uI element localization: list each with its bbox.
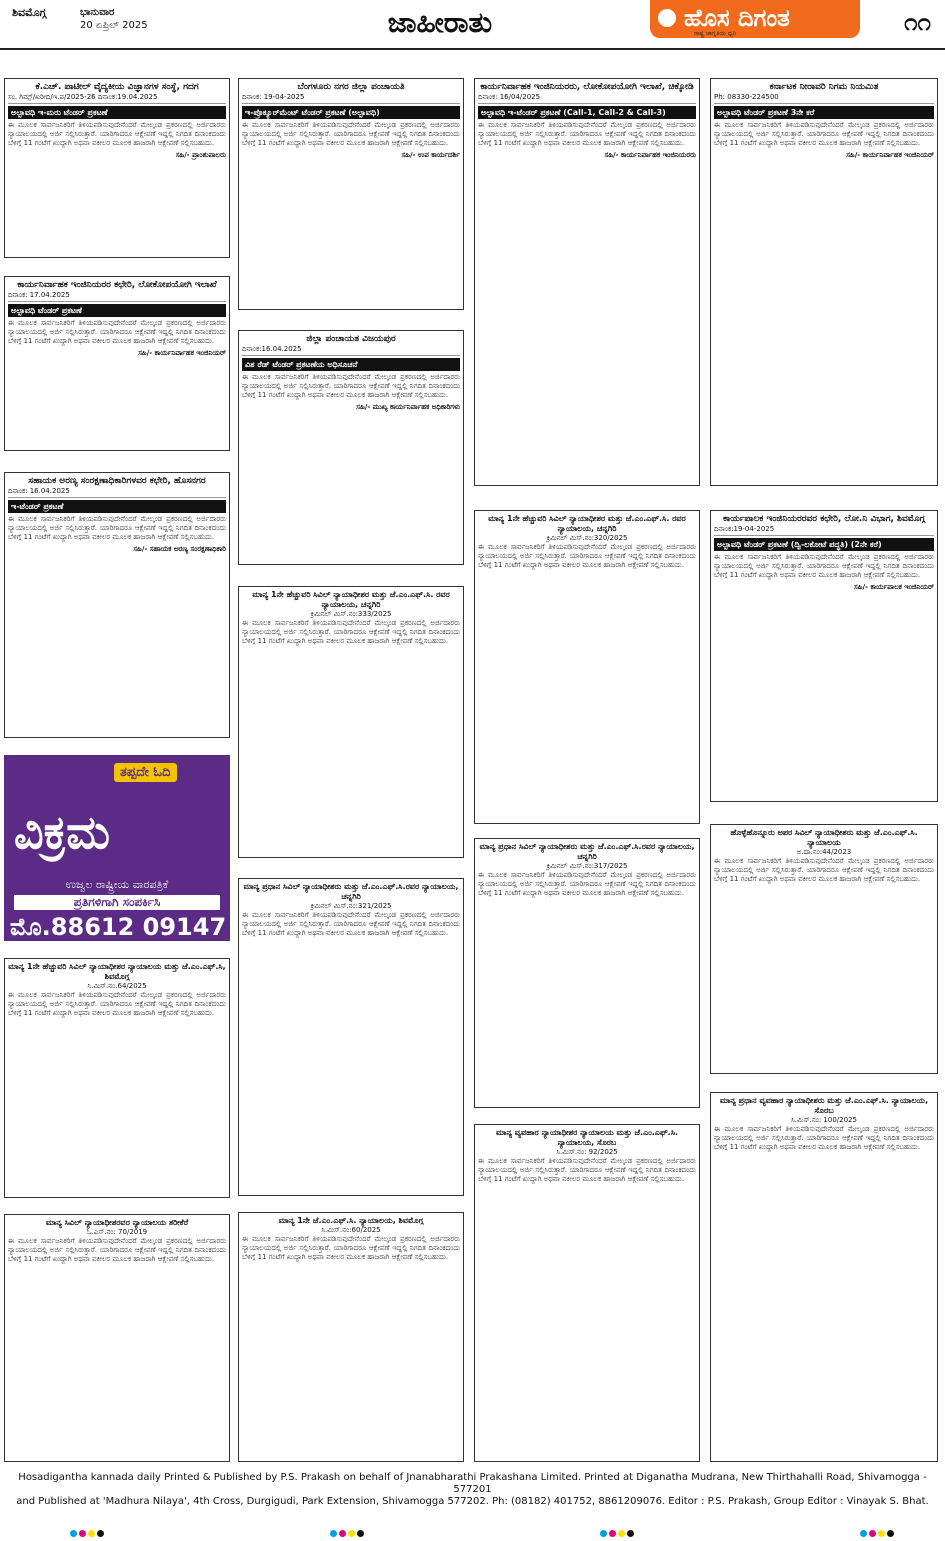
notice-signature: ಸಹಿ/- ಮುಖ್ಯ ಕಾರ್ಯನಿರ್ವಾಹಕ ಅಧಿಕಾರಿಗಳು <box>356 403 460 411</box>
black-dot <box>887 1530 894 1537</box>
court-notice <box>474 1124 700 1462</box>
masthead <box>0 0 945 50</box>
court-notice <box>238 586 464 858</box>
notice-body: ಈ ಮೂಲಕ ಸಾರ್ವಜನಿಕರಿಗೆ ತಿಳಿಯಪಡಿಸುವುದೇನೆಂದರೆ ಮೇಲ್ಕಂಡ ಪ್ರಕರಣದಲ್ಲಿ ಅರ್ಜಿದಾರರು ನ್ಯಾಯಾಲಯದಲ್ಲಿ ಅರ್ಜಿ ಸಲ್ಲಿಸಿರುತ್ತಾರೆ. ಯಾರಿಗಾದರೂ ಆಕ್ಷೇಪಣೆ ಇದ್ದಲ್ಲಿ ನಿಗದಿತ ದಿನಾಂಕದಂದು ಬೆಳಿಗ್ಗೆ 11 ಗಂಟೆಗೆ ಖುದ್ದಾಗಿ ಅಥವಾ ವಕೀಲರ ಮೂಲಕ ಹಾಜರಾಗಿ ಆಕ್ಷೇಪಣೆ ಸಲ್ಲಿಸಬಹುದು. <box>8 121 226 147</box>
notice-signature: ಸಹಿ/- ಸಹಾಯಕ ಅರಣ್ಯ ಸಂರಕ್ಷಣಾಧಿಕಾರಿ <box>133 545 226 553</box>
notice-heading: ಇ-ಪ್ರೊಕ್ಯೂರ್‌ಮೆಂಟ್ ಟೆಂಡರ್ ಪ್ರಕಟಣೆ (ಅಲ್ಪಾವಧಿ) <box>242 106 460 119</box>
court-case: ಕ್ರಿಮಿನಲ್ ಮಿಸ್.ನಂ:333/2025 <box>310 610 392 618</box>
court-body: ಈ ಮೂಲಕ ಸಾರ್ವಜನಿಕರಿಗೆ ತಿಳಿಯಪಡಿಸುವುದೇನೆಂದರೆ ಮೇಲ್ಕಂಡ ಪ್ರಕರಣದಲ್ಲಿ ಅರ್ಜಿದಾರರು ನ್ಯಾಯಾಲಯದಲ್ಲಿ ಅರ್ಜಿ ಸಲ್ಲಿಸಿರುತ್ತಾರೆ. ಯಾರಿಗಾದರೂ ಆಕ್ಷೇಪಣೆ ಇದ್ದಲ್ಲಿ ನಿಗದಿತ ದಿನಾಂಕದಂದು ಬೆಳಿಗ್ಗೆ 11 ಗಂಟೆಗೆ ಖುದ್ದಾಗಿ ಅಥವಾ ವಕೀಲರ ಮೂಲಕ ಹಾಜರಾಗಿ ಆಕ್ಷೇಪಣೆ ಸಲ್ಲಿಸಬಹುದು. <box>478 543 696 569</box>
notice-ref: Ph: 08330-224500 <box>714 93 934 104</box>
notice-org: ಕಾರ್ಯನಿರ್ವಾಹಕ ಇಂಜಿನಿಯರರ ಕಛೇರಿ, ಲೋಕೋಪಯೋಗಿ ಇಲಾಖೆ <box>17 280 217 290</box>
notice-signature: ಸಹಿ/- ಕಾರ್ಯಪಾಲಕ ಇಂಜಿನಿಯರ್ <box>854 583 934 591</box>
notice-heading: ಅಲ್ಪಾವಧಿ ಟೆಂಡರ್ ಪ್ರಕಟಣೆ <box>8 304 226 317</box>
notice-heading: ಅಲ್ಪಾವಧಿ ಟೆಂಡರ್ ಪ್ರಕಟಣೆ (ದ್ವಿ-ಲಕೋಟೆ ಪದ್ಧತಿ) (2ನೇ ಕರೆ) <box>714 538 934 551</box>
notice-body: ಈ ಮೂಲಕ ಸಾರ್ವಜನಿಕರಿಗೆ ತಿಳಿಯಪಡಿಸುವುದೇನೆಂದರೆ ಮೇಲ್ಕಂಡ ಪ್ರಕರಣದಲ್ಲಿ ಅರ್ಜಿದಾರರು ನ್ಯಾಯಾಲಯದಲ್ಲಿ ಅರ್ಜಿ ಸಲ್ಲಿಸಿರುತ್ತಾರೆ. ಯಾರಿಗಾದರೂ ಆಕ್ಷೇಪಣೆ ಇದ್ದಲ್ಲಿ ನಿಗದಿತ ದಿನಾಂಕದಂದು ಬೆಳಿಗ್ಗೆ 11 ಗಂಟೆಗೆ ಖುದ್ದಾಗಿ ಅಥವಾ ವಕೀಲರ ಮೂಲಕ ಹಾಜರಾಗಿ ಆಕ್ಷೇಪಣೆ ಸಲ್ಲಿಸಬಹುದು. <box>714 121 934 147</box>
cyan-dot <box>860 1530 867 1537</box>
notice-org: ಸಹಾಯಕ ಅರಣ್ಯ ಸಂರಕ್ಷಣಾಧಿಕಾರಿಗಳವರ ಕಛೇರಿ, ಹೊಸನಗರ <box>28 476 206 486</box>
court-title: ಮಾನ್ಯ ಸಿವಿಲ್ ನ್ಯಾಯಾಧೀಶರವರ ನ್ಯಾಯಾಲಯ ತರೀಕೆರೆ <box>45 1218 189 1227</box>
tender-notice <box>4 276 230 451</box>
notice-ref: ದಿನಾಂಕ:16.04.2025 <box>242 345 460 356</box>
court-case: ಕ್ರಿಮಿನಲ್ ಮಿಸ್.ನಂ:317/2025 <box>546 862 628 870</box>
court-notice <box>238 878 464 1196</box>
logo-icon <box>658 9 676 27</box>
court-notice <box>4 1214 230 1462</box>
tender-notice <box>238 78 464 310</box>
court-body: ಈ ಮೂಲಕ ಸಾರ್ವಜನಿಕರಿಗೆ ತಿಳಿಯಪಡಿಸುವುದೇನೆಂದರೆ ಮೇಲ್ಕಂಡ ಪ್ರಕರಣದಲ್ಲಿ ಅರ್ಜಿದಾರರು ನ್ಯಾಯಾಲಯದಲ್ಲಿ ಅರ್ಜಿ ಸಲ್ಲಿಸಿರುತ್ತಾರೆ. ಯಾರಿಗಾದರೂ ಆಕ್ಷೇಪಣೆ ಇದ್ದಲ್ಲಿ ನಿಗದಿತ ದಿನಾಂಕದಂದು ಬೆಳಿಗ್ಗೆ 11 ಗಂಟೆಗೆ ಖುದ್ದಾಗಿ ಅಥವಾ ವಕೀಲರ ಮೂಲಕ ಹಾಜರಾಗಿ ಆಕ್ಷೇಪಣೆ ಸಲ್ಲಿಸಬಹುದು. <box>478 1157 696 1183</box>
court-case: ಅ.ದಾ.ನಂ:44/2023 <box>796 848 852 856</box>
imprint-line2: and Published at 'Madhura Nilaya', 4th Cross, Durgigudi, Park Extension, Shivamogga 577202. Ph: (08182) 401752, 8861209076. Editor : P.S. Prakash, Group Editor : Vinayak S. Bhat. <box>16 1496 929 1507</box>
magenta-dot <box>339 1530 346 1537</box>
notice-org: ಕಾರ್ಯಪಾಲಕ ಇಂಜಿನಿಯರರವರ ಕಛೇರಿ, ಲೋ.ನಿ ವಿಭಾಗ, ಶಿವಮೊಗ್ಗ <box>722 514 925 524</box>
magenta-dot <box>79 1530 86 1537</box>
color-registration-marks <box>600 1522 640 1530</box>
black-dot <box>97 1530 104 1537</box>
notice-signature: ಸಹಿ/- ಕಾರ್ಯನಿರ್ವಾಹಕ ಇಂಜಿನಿಯರರು <box>604 151 696 159</box>
court-body: ಈ ಮೂಲಕ ಸಾರ್ವಜನಿಕರಿಗೆ ತಿಳಿಯಪಡಿಸುವುದೇನೆಂದರೆ ಮೇಲ್ಕಂಡ ಪ್ರಕರಣದಲ್ಲಿ ಅರ್ಜಿದಾರರು ನ್ಯಾಯಾಲಯದಲ್ಲಿ ಅರ್ಜಿ ಸಲ್ಲಿಸಿರುತ್ತಾರೆ. ಯಾರಿಗಾದರೂ ಆಕ್ಷೇಪಣೆ ಇದ್ದಲ್ಲಿ ನಿಗದಿತ ದಿನಾಂಕದಂದು ಬೆಳಿಗ್ಗೆ 11 ಗಂಟೆಗೆ ಖುದ್ದಾಗಿ ಅಥವಾ ವಕೀಲರ ಮೂಲಕ ಹಾಜರಾಗಿ ಆಕ್ಷೇಪಣೆ ಸಲ್ಲಿಸಬಹುದು. <box>242 619 460 645</box>
court-case: ಕ್ರಿಮಿನಲ್ ಮಿಸ್.ನಂ:320/2025 <box>546 534 628 542</box>
court-title: ಮಾನ್ಯ ಪ್ರಧಾನ ಸಿವಿಲ್ ನ್ಯಾಯಾಧೀಶರು ಮತ್ತು ಜೆ.ಎಂ.ಎಫ್.ಸಿ.ರವರ ನ್ಯಾಯಾಲಯ, ಚನ್ನಗಿರಿ <box>243 882 459 901</box>
notice-body: ಈ ಮೂಲಕ ಸಾರ್ವಜನಿಕರಿಗೆ ತಿಳಿಯಪಡಿಸುವುದೇನೆಂದರೆ ಮೇಲ್ಕಂಡ ಪ್ರಕರಣದಲ್ಲಿ ಅರ್ಜಿದಾರರು ನ್ಯಾಯಾಲಯದಲ್ಲಿ ಅರ್ಜಿ ಸಲ್ಲಿಸಿರುತ್ತಾರೆ. ಯಾರಿಗಾದರೂ ಆಕ್ಷೇಪಣೆ ಇದ್ದಲ್ಲಿ ನಿಗದಿತ ದಿನಾಂಕದಂದು ಬೆಳಿಗ್ಗೆ 11 ಗಂಟೆಗೆ ಖುದ್ದಾಗಿ ಅಥವಾ ವಕೀಲರ ಮೂಲಕ ಹಾಜರಾಗಿ ಆಕ್ಷೇಪಣೆ ಸಲ್ಲಿಸಬಹುದು. <box>478 121 696 147</box>
court-notice <box>710 1092 938 1462</box>
notice-body: ಈ ಮೂಲಕ ಸಾರ್ವಜನಿಕರಿಗೆ ತಿಳಿಯಪಡಿಸುವುದೇನೆಂದರೆ ಮೇಲ್ಕಂಡ ಪ್ರಕರಣದಲ್ಲಿ ಅರ್ಜಿದಾರರು ನ್ಯಾಯಾಲಯದಲ್ಲಿ ಅರ್ಜಿ ಸಲ್ಲಿಸಿರುತ್ತಾರೆ. ಯಾರಿಗಾದರೂ ಆಕ್ಷೇಪಣೆ ಇದ್ದಲ್ಲಿ ನಿಗದಿತ ದಿನಾಂಕದಂದು ಬೆಳಿಗ್ಗೆ 11 ಗಂಟೆಗೆ ಖುದ್ದಾಗಿ ಅಥವಾ ವಕೀಲರ ಮೂಲಕ ಹಾಜರಾಗಿ ಆಕ್ಷೇಪಣೆ ಸಲ್ಲಿಸಬಹುದು. <box>714 553 934 579</box>
notice-heading: ಅಲ್ಪಾವಧಿ ಇ-ಮರು ಟೆಂಡರ್ ಪ್ರಕಟಣೆ <box>8 106 226 119</box>
court-notice <box>238 1212 464 1462</box>
court-title: ಮಾನ್ಯ 1ನೇ ಹೆಚ್ಚುವರಿ ಸಿವಿಲ್ ನ್ಯಾಯಾಧೀಶರ ಮತ್ತು ಜೆ.ಎಂ.ಎಫ್.ಸಿ. ರವರ ನ್ಯಾಯಾಲಯ, ಚನ್ನಗಿರಿ <box>252 590 450 609</box>
court-case: ಓ.ಎಸ್.ನಂ: 70/2019 <box>86 1228 148 1236</box>
court-notice <box>474 838 700 1108</box>
court-body: ಈ ಮೂಲಕ ಸಾರ್ವಜನಿಕರಿಗೆ ತಿಳಿಯಪಡಿಸುವುದೇನೆಂದರೆ ಮೇಲ್ಕಂಡ ಪ್ರಕರಣದಲ್ಲಿ ಅರ್ಜಿದಾರರು ನ್ಯಾಯಾಲಯದಲ್ಲಿ ಅರ್ಜಿ ಸಲ್ಲಿಸಿರುತ್ತಾರೆ. ಯಾರಿಗಾದರೂ ಆಕ್ಷೇಪಣೆ ಇದ್ದಲ್ಲಿ ನಿಗದಿತ ದಿನಾಂಕದಂದು ಬೆಳಿಗ್ಗೆ 11 ಗಂಟೆಗೆ ಖುದ್ದಾಗಿ ಅಥವಾ ವಕೀಲರ ಮೂಲಕ ಹಾಜರಾಗಿ ಆಕ್ಷೇಪಣೆ ಸಲ್ಲಿಸಬಹುದು. <box>714 857 934 883</box>
ad-line1: ಉಜ್ವಲ ರಾಷ್ಟ್ರೀಯ ವಾರಪತ್ರಿಕೆ <box>65 878 169 891</box>
court-notice <box>4 958 230 1198</box>
notice-org: ಜಿಲ್ಲಾ ಪಂಚಾಯತ ವಿಜಯಪುರ <box>306 334 396 344</box>
yellow-dot <box>88 1530 95 1537</box>
notice-ref: ದಿನಾಂಕ: 16.04.2025 <box>8 487 226 498</box>
court-body: ಈ ಮೂಲಕ ಸಾರ್ವಜನಿಕರಿಗೆ ತಿಳಿಯಪಡಿಸುವುದೇನೆಂದರೆ ಮೇಲ್ಕಂಡ ಪ್ರಕರಣದಲ್ಲಿ ಅರ್ಜಿದಾರರು ನ್ಯಾಯಾಲಯದಲ್ಲಿ ಅರ್ಜಿ ಸಲ್ಲಿಸಿರುತ್ತಾರೆ. ಯಾರಿಗಾದರೂ ಆಕ್ಷೇಪಣೆ ಇದ್ದಲ್ಲಿ ನಿಗದಿತ ದಿನಾಂಕದಂದು ಬೆಳಿಗ್ಗೆ 11 ಗಂಟೆಗೆ ಖುದ್ದಾಗಿ ಅಥವಾ ವಕೀಲರ ಮೂಲಕ ಹಾಜರಾಗಿ ಆಕ್ಷೇಪಣೆ ಸಲ್ಲಿಸಬಹುದು. <box>714 1125 934 1151</box>
ad-line2: ಪ್ರತಿಗಳಿಗಾಗಿ ಸಂಪರ್ಕಿಸಿ <box>14 895 220 910</box>
notice-heading: ಇ-ಟೆಂಡರ್ ಪ್ರಕಟಣೆ <box>8 500 226 513</box>
court-case: ಸಿ.ಮಿಸ್.ನಂ: 100/2025 <box>791 1116 857 1124</box>
tender-notice <box>710 78 938 486</box>
notice-signature: ಸಹಿ/- ಕಾರ್ಯನಿರ್ವಾಹಕ ಇಂಜಿನಿಯರ್ <box>138 349 226 357</box>
yellow-dot <box>618 1530 625 1537</box>
tender-notice <box>4 472 230 738</box>
court-title: ಮಾನ್ಯ 1ನೇ ಜೆ.ಎಂ.ಎಫ್.ಸಿ. ನ್ಯಾಯಾಲಯ, ಶಿವಮೊಗ್ಗ <box>278 1216 424 1225</box>
vikrama-advertisement <box>4 755 230 941</box>
section-title: ಜಾಹೀರಾತು <box>387 6 493 39</box>
tender-notice <box>474 78 700 486</box>
notice-body: ಈ ಮೂಲಕ ಸಾರ್ವಜನಿಕರಿಗೆ ತಿಳಿಯಪಡಿಸುವುದೇನೆಂದರೆ ಮೇಲ್ಕಂಡ ಪ್ರಕರಣದಲ್ಲಿ ಅರ್ಜಿದಾರರು ನ್ಯಾಯಾಲಯದಲ್ಲಿ ಅರ್ಜಿ ಸಲ್ಲಿಸಿರುತ್ತಾರೆ. ಯಾರಿಗಾದರೂ ಆಕ್ಷೇಪಣೆ ಇದ್ದಲ್ಲಿ ನಿಗದಿತ ದಿನಾಂಕದಂದು ಬೆಳಿಗ್ಗೆ 11 ಗಂಟೆಗೆ ಖುದ್ದಾಗಿ ಅಥವಾ ವಕೀಲರ ಮೂಲಕ ಹಾಜರಾಗಿ ಆಕ್ಷೇಪಣೆ ಸಲ್ಲಿಸಬಹುದು. <box>242 121 460 147</box>
notice-heading: ಅಲ್ಪಾವಧಿ ಟೆಂಡರ್ ಪ್ರಕಟಣೆ 3ನೇ ಕರೆ <box>714 106 934 119</box>
court-title: ಮಾನ್ಯ ಪ್ರಧಾನ ವ್ಯವಹಾರ ನ್ಯಾಯಾಧೀಶರು ಮತ್ತು ಜೆ.ಎಂ.ಎಫ್.ಸಿ. ನ್ಯಾಯಾಲಯ, ಸೊರಬ <box>719 1096 929 1115</box>
notice-ref: ದಿನಾಂಕ: 16/04/2025 <box>478 93 696 104</box>
court-notice <box>474 510 700 824</box>
notice-signature: ಸಹಿ/- ಉಪ ಕಾರ್ಯದರ್ಶಿ <box>401 151 460 159</box>
black-dot <box>357 1530 364 1537</box>
notice-ref: ದಿನಾಂಕ:19-04-2025 <box>714 525 934 536</box>
notice-signature: ಸಹಿ/- ಕಾರ್ಯನಿರ್ವಾಹಕ ಇಂಜಿನಿಯರ್ <box>846 151 934 159</box>
cyan-dot <box>600 1530 607 1537</box>
notice-body: ಈ ಮೂಲಕ ಸಾರ್ವಜನಿಕರಿಗೆ ತಿಳಿಯಪಡಿಸುವುದೇನೆಂದರೆ ಮೇಲ್ಕಂಡ ಪ್ರಕರಣದಲ್ಲಿ ಅರ್ಜಿದಾರರು ನ್ಯಾಯಾಲಯದಲ್ಲಿ ಅರ್ಜಿ ಸಲ್ಲಿಸಿರುತ್ತಾರೆ. ಯಾರಿಗಾದರೂ ಆಕ್ಷೇಪಣೆ ಇದ್ದಲ್ಲಿ ನಿಗದಿತ ದಿನಾಂಕದಂದು ಬೆಳಿಗ್ಗೆ 11 ಗಂಟೆಗೆ ಖುದ್ದಾಗಿ ಅಥವಾ ವಕೀಲರ ಮೂಲಕ ಹಾಜರಾಗಿ ಆಕ್ಷೇಪಣೆ ಸಲ್ಲಿಸಬಹುದು. <box>8 319 226 345</box>
tender-notice <box>4 78 230 258</box>
ad-name: ವಿಕ್ರಮ <box>14 805 111 859</box>
black-dot <box>627 1530 634 1537</box>
magenta-dot <box>869 1530 876 1537</box>
court-case: ಸಿ.ಮಿಸ್.ನಂ: 92/2025 <box>556 1148 618 1156</box>
court-body: ಈ ಮೂಲಕ ಸಾರ್ವಜನಿಕರಿಗೆ ತಿಳಿಯಪಡಿಸುವುದೇನೆಂದರೆ ಮೇಲ್ಕಂಡ ಪ್ರಕರಣದಲ್ಲಿ ಅರ್ಜಿದಾರರು ನ್ಯಾಯಾಲಯದಲ್ಲಿ ಅರ್ಜಿ ಸಲ್ಲಿಸಿರುತ್ತಾರೆ. ಯಾರಿಗಾದರೂ ಆಕ್ಷೇಪಣೆ ಇದ್ದಲ್ಲಿ ನಿಗದಿತ ದಿನಾಂಕದಂದು ಬೆಳಿಗ್ಗೆ 11 ಗಂಟೆಗೆ ಖುದ್ದಾಗಿ ಅಥವಾ ವಕೀಲರ ಮೂಲಕ ಹಾಜರಾಗಿ ಆಕ್ಷೇಪಣೆ ಸಲ್ಲಿಸಬಹುದು. <box>242 1235 460 1261</box>
color-registration-marks <box>860 1522 900 1530</box>
date-label: 20 ಏಪ್ರಿಲ್ 2025 <box>80 20 148 31</box>
notice-signature: ಸಹಿ/- ಪ್ರಾಂಶುಪಾಲರು <box>175 151 226 159</box>
court-body: ಈ ಮೂಲಕ ಸಾರ್ವಜನಿಕರಿಗೆ ತಿಳಿಯಪಡಿಸುವುದೇನೆಂದರೆ ಮೇಲ್ಕಂಡ ಪ್ರಕರಣದಲ್ಲಿ ಅರ್ಜಿದಾರರು ನ್ಯಾಯಾಲಯದಲ್ಲಿ ಅರ್ಜಿ ಸಲ್ಲಿಸಿರುತ್ತಾರೆ. ಯಾರಿಗಾದರೂ ಆಕ್ಷೇಪಣೆ ಇದ್ದಲ್ಲಿ ನಿಗದಿತ ದಿನಾಂಕದಂದು ಬೆಳಿಗ್ಗೆ 11 ಗಂಟೆಗೆ ಖುದ್ದಾಗಿ ಅಥವಾ ವಕೀಲರ ಮೂಲಕ ಹಾಜರಾಗಿ ಆಕ್ಷೇಪಣೆ ಸಲ್ಲಿಸಬಹುದು. <box>8 1237 226 1263</box>
cyan-dot <box>70 1530 77 1537</box>
yellow-dot <box>348 1530 355 1537</box>
yellow-dot <box>878 1530 885 1537</box>
court-body: ಈ ಮೂಲಕ ಸಾರ್ವಜನಿಕರಿಗೆ ತಿಳಿಯಪಡಿಸುವುದೇನೆಂದರೆ ಮೇಲ್ಕಂಡ ಪ್ರಕರಣದಲ್ಲಿ ಅರ್ಜಿದಾರರು ನ್ಯಾಯಾಲಯದಲ್ಲಿ ಅರ್ಜಿ ಸಲ್ಲಿಸಿರುತ್ತಾರೆ. ಯಾರಿಗಾದರೂ ಆಕ್ಷೇಪಣೆ ಇದ್ದಲ್ಲಿ ನಿಗದಿತ ದಿನಾಂಕದಂದು ಬೆಳಿಗ್ಗೆ 11 ಗಂಟೆಗೆ ಖುದ್ದಾಗಿ ಅಥವಾ ವಕೀಲರ ಮೂಲಕ ಹಾಜರಾಗಿ ಆಕ್ಷೇಪಣೆ ಸಲ್ಲಿಸಬಹುದು. <box>478 871 696 897</box>
page-number: ೧೧ <box>904 8 931 36</box>
edition-location: ಶಿವಮೊಗ್ಗ <box>12 6 47 19</box>
color-registration-marks <box>330 1522 370 1530</box>
brand-logo <box>650 0 860 38</box>
court-title: ಹೊಳ್ಳೆಹೊನ್ನೂರು ಅಪರ ಸಿವಿಲ್ ನ್ಯಾಯಾಧೀಶರು ಮತ್ತು ಜೆ.ಎಂ.ಎಫ್.ಸಿ. ನ್ಯಾಯಾಲಯ <box>730 828 918 847</box>
cyan-dot <box>330 1530 337 1537</box>
notice-org: ಕಾರ್ಯನಿರ್ವಾಹಕ ಇಂಜಿನಿಯರರು, ಲೋಕೋಪಯೋಗಿ ಇಲಾಖೆ, ಚಿಕ್ಕೋಡಿ <box>480 82 694 92</box>
court-case: ಕ್ರಿಮಿನಲ್ ಮಿಸ್.ನಂ:321/2025 <box>310 902 392 910</box>
court-notice <box>710 824 938 1074</box>
notice-body: ಈ ಮೂಲಕ ಸಾರ್ವಜನಿಕರಿಗೆ ತಿಳಿಯಪಡಿಸುವುದೇನೆಂದರೆ ಮೇಲ್ಕಂಡ ಪ್ರಕರಣದಲ್ಲಿ ಅರ್ಜಿದಾರರು ನ್ಯಾಯಾಲಯದಲ್ಲಿ ಅರ್ಜಿ ಸಲ್ಲಿಸಿರುತ್ತಾರೆ. ಯಾರಿಗಾದರೂ ಆಕ್ಷೇಪಣೆ ಇದ್ದಲ್ಲಿ ನಿಗದಿತ ದಿನಾಂಕದಂದು ಬೆಳಿಗ್ಗೆ 11 ಗಂಟೆಗೆ ಖುದ್ದಾಗಿ ಅಥವಾ ವಕೀಲರ ಮೂಲಕ ಹಾಜರಾಗಿ ಆಕ್ಷೇಪಣೆ ಸಲ್ಲಿಸಬಹುದು. <box>8 515 226 541</box>
notice-org: ಕೆ.ಎಚ್. ಪಾಟೀಲ್ ವೈದ್ಯಕೀಯ ವಿಜ್ಞಾನಗಳ ಸಂಸ್ಥೆ, ಗದಗ <box>35 82 199 92</box>
imprint-line1: Hosadigantha kannada daily Printed & Published by P.S. Prakash on behalf of Jnanabharathi Prakashana Limited. Printed at Diganatha Mudrana, New Thirthahalli Road, Shivamogga - 577201 <box>18 1472 927 1495</box>
ad-top-label: ತಪ್ಪದೇ ಓದಿ <box>114 763 177 782</box>
notice-ref: ಸಂ. ಗಿಮ್ಸ್/ಖರೀದಿ/ಇ.ಪ/2025-26 ದಿನಾಂಕ:19.04.2025 <box>8 93 226 104</box>
color-registration-marks <box>70 1522 110 1530</box>
court-title: ಮಾನ್ಯ ವ್ಯವಹಾರ ನ್ಯಾಯಾಧೀಶರ ನ್ಯಾಯಾಲಯ ಮತ್ತು ಜೆ.ಎಂ.ಎಫ್.ಸಿ. ನ್ಯಾಯಾಲಯ, ಸೊರಬ <box>496 1128 678 1147</box>
court-title: ಮಾನ್ಯ 1ನೇ ಹೆಚ್ಚುವರಿ ಸಿವಿಲ್ ನ್ಯಾಯಾಧೀಶರ ನ್ಯಾಯಾಲಯ ಮತ್ತು ಜೆ.ಎಂ.ಎಫ್.ಸಿ, ಶಿವಮೊಗ್ಗ <box>8 962 226 981</box>
court-body: ಈ ಮೂಲಕ ಸಾರ್ವಜನಿಕರಿಗೆ ತಿಳಿಯಪಡಿಸುವುದೇನೆಂದರೆ ಮೇಲ್ಕಂಡ ಪ್ರಕರಣದಲ್ಲಿ ಅರ್ಜಿದಾರರು ನ್ಯಾಯಾಲಯದಲ್ಲಿ ಅರ್ಜಿ ಸಲ್ಲಿಸಿರುತ್ತಾರೆ. ಯಾರಿಗಾದರೂ ಆಕ್ಷೇಪಣೆ ಇದ್ದಲ್ಲಿ ನಿಗದಿತ ದಿನಾಂಕದಂದು ಬೆಳಿಗ್ಗೆ 11 ಗಂಟೆಗೆ ಖುದ್ದಾಗಿ ಅಥವಾ ವಕೀಲರ ಮೂಲಕ ಹಾಜರಾಗಿ ಆಕ್ಷೇಪಣೆ ಸಲ್ಲಿಸಬಹುದು. <box>242 911 460 937</box>
court-case: ಸಿ.ಮಿಸ್.ನಂ:60/2025 <box>321 1226 381 1234</box>
notice-org: ಬೆಂಗಳೂರು ನಗರ ಜಿಲ್ಲಾ ಪಂಚಾಯತಿ <box>297 82 405 92</box>
brand-name: ಹೊಸ ದಿಗಂತ <box>684 4 790 32</box>
brand-tagline: ರಾಷ್ಟ್ರ ಜಾಗೃತಿಯ ಧ್ವನಿ <box>694 30 737 37</box>
ad-phone: ಮೊ.88612 09147 <box>10 913 227 941</box>
tender-notice <box>238 330 464 565</box>
date-block <box>80 6 148 32</box>
court-body: ಈ ಮೂಲಕ ಸಾರ್ವಜನಿಕರಿಗೆ ತಿಳಿಯಪಡಿಸುವುದೇನೆಂದರೆ ಮೇಲ್ಕಂಡ ಪ್ರಕರಣದಲ್ಲಿ ಅರ್ಜಿದಾರರು ನ್ಯಾಯಾಲಯದಲ್ಲಿ ಅರ್ಜಿ ಸಲ್ಲಿಸಿರುತ್ತಾರೆ. ಯಾರಿಗಾದರೂ ಆಕ್ಷೇಪಣೆ ಇದ್ದಲ್ಲಿ ನಿಗದಿತ ದಿನಾಂಕದಂದು ಬೆಳಿಗ್ಗೆ 11 ಗಂಟೆಗೆ ಖುದ್ದಾಗಿ ಅಥವಾ ವಕೀಲರ ಮೂಲಕ ಹಾಜರಾಗಿ ಆಕ್ಷೇಪಣೆ ಸಲ್ಲಿಸಬಹುದು. <box>8 991 226 1017</box>
court-title: ಮಾನ್ಯ 1ನೇ ಹೆಚ್ಚುವರಿ ಸಿವಿಲ್ ನ್ಯಾಯಾಧೀಶರ ಮತ್ತು ಜೆ.ಎಂ.ಎಫ್.ಸಿ. ರವರ ನ್ಯಾಯಾಲಯ, ಚನ್ನಗಿರಿ <box>488 514 686 533</box>
court-case: ಸಿ.ಮಿಸ್.ನಂ.64/2025 <box>87 982 147 990</box>
day-label: ಭಾನುವಾರ <box>80 7 115 18</box>
magenta-dot <box>609 1530 616 1537</box>
notice-ref: ದಿನಾಂಕ: 17.04.2025 <box>8 291 226 302</box>
imprint-footer <box>0 1472 945 1508</box>
tender-notice <box>710 510 938 802</box>
notice-org: ಕರ್ನಾಟಕ ನೀರಾವರಿ ನಿಗಮ ನಿಯಮಿತ <box>769 82 879 92</box>
notice-heading: ವಿಶ ರೆಡ್ ಟೆಂಡರ್ ಪ್ರಕಟಣೆಯ ಅಧಿಸೂಚನೆ <box>242 358 460 371</box>
notice-heading: ಅಲ್ಪಾವಧಿ ಇ-ಟೆಂಡರ್ ಪ್ರಕಟಣೆ (Call-1, Call-2 & Call-3) <box>478 106 696 119</box>
notice-body: ಈ ಮೂಲಕ ಸಾರ್ವಜನಿಕರಿಗೆ ತಿಳಿಯಪಡಿಸುವುದೇನೆಂದರೆ ಮೇಲ್ಕಂಡ ಪ್ರಕರಣದಲ್ಲಿ ಅರ್ಜಿದಾರರು ನ್ಯಾಯಾಲಯದಲ್ಲಿ ಅರ್ಜಿ ಸಲ್ಲಿಸಿರುತ್ತಾರೆ. ಯಾರಿಗಾದರೂ ಆಕ್ಷೇಪಣೆ ಇದ್ದಲ್ಲಿ ನಿಗದಿತ ದಿನಾಂಕದಂದು ಬೆಳಿಗ್ಗೆ 11 ಗಂಟೆಗೆ ಖುದ್ದಾಗಿ ಅಥವಾ ವಕೀಲರ ಮೂಲಕ ಹಾಜರಾಗಿ ಆಕ್ಷೇಪಣೆ ಸಲ್ಲಿಸಬಹುದು. <box>242 373 460 399</box>
notice-ref: ದಿನಾಂಕ: 19-04-2025 <box>242 93 460 104</box>
court-title: ಮಾನ್ಯ ಪ್ರಧಾನ ಸಿವಿಲ್ ನ್ಯಾಯಾಧೀಶರು ಮತ್ತು ಜೆ.ಎಂ.ಎಫ್.ಸಿ.ರವರ ನ್ಯಾಯಾಲಯ, ಚನ್ನಗಿರಿ <box>479 842 695 861</box>
